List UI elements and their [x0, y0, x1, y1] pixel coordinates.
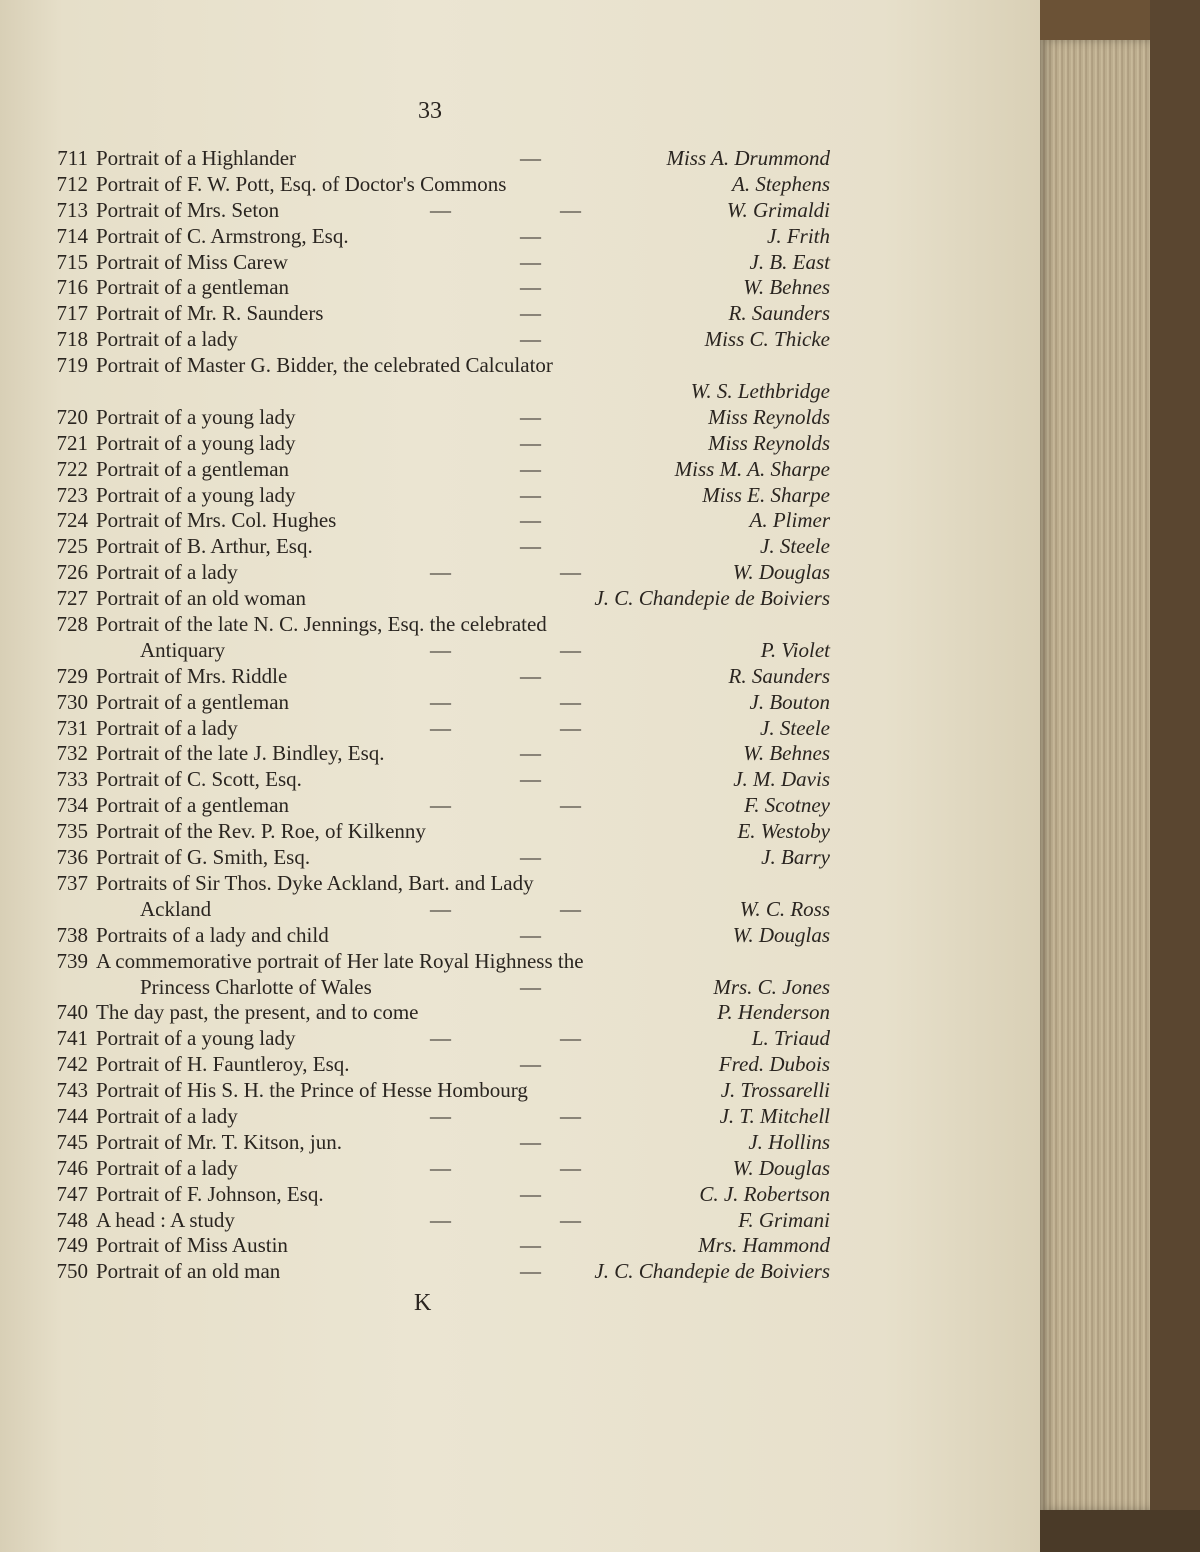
catalogue-entry [30, 1052, 830, 1078]
entry-dash: — [520, 922, 541, 947]
entry-dash: — [560, 1103, 581, 1128]
entry-number: 712 [56, 171, 88, 196]
entry-dash: — [430, 197, 451, 222]
entry-artist: Miss Reynolds [708, 404, 830, 429]
catalogue-entry [30, 1182, 830, 1208]
entry-title: Portrait of a lady [96, 715, 238, 740]
entry-number: 733 [56, 767, 88, 792]
entry-artist: W. Behnes [743, 741, 830, 766]
entry-dash: — [520, 430, 541, 455]
catalogue-entry [30, 638, 830, 664]
entry-number: 719 [56, 353, 88, 378]
catalogue-entry [30, 146, 830, 172]
entry-artist: R. Saunders [728, 663, 830, 688]
entry-title: Portrait of a young lady [96, 482, 296, 507]
entry-artist: J. Hollins [748, 1129, 830, 1154]
entry-number: 748 [56, 1207, 88, 1232]
entry-number: 726 [56, 560, 88, 585]
entry-title: Portrait of a gentleman [96, 456, 290, 481]
entry-title: Portrait of C. Armstrong, Esq. [96, 223, 349, 248]
entry-number: 730 [56, 689, 88, 714]
entry-dash: — [520, 249, 541, 274]
entry-number: 728 [56, 612, 88, 637]
entry-title: Portrait of a gentleman [96, 793, 290, 818]
entry-title: Portrait of F. W. Pott, Esq. of Doctor's Commons [96, 171, 507, 196]
catalogue-entry [30, 457, 830, 483]
entry-number: 713 [56, 197, 88, 222]
entry-dash: — [560, 793, 581, 818]
entry-title: Portrait of a young lady [96, 1026, 296, 1051]
entry-dash: — [430, 689, 451, 714]
entry-title: Portrait of a young lady [96, 404, 296, 429]
entry-artist: W. Behnes [743, 275, 830, 300]
entry-number: 727 [56, 586, 88, 611]
entry-dash: — [520, 741, 541, 766]
catalogue-entry [30, 716, 830, 742]
entry-number: 732 [56, 741, 88, 766]
catalogue-entries [30, 146, 830, 1285]
entry-dash: — [520, 767, 541, 792]
entry-title: The day past, the present, and to come [96, 1000, 419, 1025]
entry-number: 742 [56, 1052, 88, 1077]
entry-title: Portrait of the late J. Bindley, Esq. [96, 741, 385, 766]
catalogue-entry [30, 1130, 830, 1156]
entry-number: 729 [56, 663, 88, 688]
entry-artist: W. Grimaldi [726, 197, 830, 222]
entry-dash: — [430, 1155, 451, 1180]
entry-artist: Miss M. A. Sharpe [674, 456, 830, 481]
entry-dash: — [560, 689, 581, 714]
catalogue-entry [30, 664, 830, 690]
entry-dash: — [520, 663, 541, 688]
entry-artist: W. Douglas [732, 922, 830, 947]
catalogue-entry [30, 1233, 830, 1259]
entry-title: Portrait of the Rev. P. Roe, of Kilkenny [96, 819, 426, 844]
entry-title: Portrait of F. Johnson, Esq. [96, 1181, 324, 1206]
entry-number: 717 [56, 301, 88, 326]
entry-title: Portrait of a lady [96, 1103, 238, 1128]
entry-artist: W. Douglas [732, 560, 830, 585]
entry-title: Portrait of the late N. C. Jennings, Esq. the celebrated [96, 612, 547, 637]
entry-title: Portrait of Mrs. Seton [96, 197, 280, 222]
entry-title: Portrait of H. Fauntleroy, Esq. [96, 1052, 350, 1077]
entry-dash: — [520, 1233, 541, 1258]
catalogue-entry [30, 612, 830, 638]
catalogue-entry [30, 534, 830, 560]
catalogue-entry [30, 198, 830, 224]
catalogue-entry [30, 741, 830, 767]
entry-number: 722 [56, 456, 88, 481]
entry-title: Portrait of an old woman [96, 586, 306, 611]
entry-number: 714 [56, 223, 88, 248]
entry-artist: J. Steele [760, 715, 830, 740]
entry-title: Portrait of B. Arthur, Esq. [96, 534, 313, 559]
entry-artist: J. Trossarelli [720, 1078, 830, 1103]
catalogue-entry [30, 1208, 830, 1234]
entry-artist: Mrs. C. Jones [713, 974, 830, 999]
catalogue-entry [30, 224, 830, 250]
entry-number: 739 [56, 948, 88, 973]
entry-title: Portrait of a young lady [96, 430, 296, 455]
entry-artist: J. Bouton [749, 689, 830, 714]
entry-number: 725 [56, 534, 88, 559]
entry-artist: J. C. Chandepie de Boiviers [594, 1259, 830, 1284]
entry-dash: — [520, 1052, 541, 1077]
entry-artist: J. M. Davis [733, 767, 830, 792]
entry-artist: J. B. East [749, 249, 830, 274]
entry-artist: F. Grimani [738, 1207, 830, 1232]
page-edges [1040, 40, 1150, 1510]
entry-title: Portrait of Master G. Bidder, the celebrated Calculator [96, 353, 553, 378]
entry-dash: — [560, 637, 581, 662]
entry-dash: — [520, 223, 541, 248]
entry-number: 746 [56, 1155, 88, 1180]
entry-number: 750 [56, 1259, 88, 1284]
entry-artist: Miss E. Sharpe [702, 482, 830, 507]
entry-title: Portrait of a lady [96, 327, 238, 352]
entry-title: Portrait of C. Scott, Esq. [96, 767, 302, 792]
entry-number: 743 [56, 1078, 88, 1103]
catalogue-entry [30, 560, 830, 586]
catalogue-entry [30, 508, 830, 534]
entry-title: Portrait of a lady [96, 1155, 238, 1180]
entry-title: Princess Charlotte of Wales [140, 974, 372, 999]
catalogue-entry [30, 845, 830, 871]
entry-dash: — [560, 715, 581, 740]
entry-number: 736 [56, 845, 88, 870]
entry-artist: J. Steele [760, 534, 830, 559]
entry-number: 724 [56, 508, 88, 533]
entry-title: Portrait of Miss Austin [96, 1233, 288, 1258]
entry-artist: A. Stephens [732, 171, 830, 196]
entry-dash: — [560, 1155, 581, 1180]
entry-artist: Mrs. Hammond [698, 1233, 830, 1258]
entry-number: 741 [56, 1026, 88, 1051]
entry-number: 747 [56, 1181, 88, 1206]
entry-dash: — [520, 1181, 541, 1206]
entry-dash: — [520, 456, 541, 481]
catalogue-entry [30, 172, 830, 198]
entry-dash: — [430, 793, 451, 818]
entry-number: 738 [56, 922, 88, 947]
catalogue-entry [30, 1078, 830, 1104]
entry-artist: Fred. Dubois [718, 1052, 830, 1077]
page-number: 33 [418, 98, 442, 124]
catalogue-entry [30, 819, 830, 845]
entry-dash: — [560, 1207, 581, 1232]
entry-dash: — [520, 1129, 541, 1154]
entry-artist: Miss A. Drummond [666, 146, 830, 170]
entry-title: Portrait of Mrs. Riddle [96, 663, 288, 688]
entry-title: Portrait of His S. H. the Prince of Hesse Hombourg [96, 1078, 528, 1103]
entry-dash: — [520, 845, 541, 870]
catalogue-entry [30, 871, 830, 897]
catalogue-entry [30, 483, 830, 509]
entry-artist: A. Plimer [749, 508, 830, 533]
entry-number: 744 [56, 1103, 88, 1128]
entry-title: Portrait of Mr. R. Saunders [96, 301, 324, 326]
entry-dash: — [520, 275, 541, 300]
catalogue-entry [30, 250, 830, 276]
catalogue-entry [30, 897, 830, 923]
catalogue-entry [30, 327, 830, 353]
signature-mark: K [414, 1290, 432, 1316]
entry-artist: W. Douglas [732, 1155, 830, 1180]
entry-artist: P. Henderson [717, 1000, 830, 1025]
entry-artist: W. S. Lethbridge [690, 379, 830, 404]
entry-title: Portrait of a gentleman [96, 275, 290, 300]
entry-dash: — [520, 508, 541, 533]
entry-artist: W. C. Ross [739, 896, 830, 921]
catalogue-entry [30, 586, 830, 612]
catalogue-entry [30, 379, 830, 405]
entry-dash: — [430, 715, 451, 740]
entry-number: 740 [56, 1000, 88, 1025]
entry-title: Portrait of G. Smith, Esq. [96, 845, 311, 870]
entry-dash: — [430, 560, 451, 585]
entry-artist: E. Westoby [737, 819, 830, 844]
catalogue-entry [30, 353, 830, 379]
entry-artist: P. Violet [760, 637, 830, 662]
catalogue-entry [30, 793, 830, 819]
entry-dash: — [430, 1103, 451, 1128]
catalogue-entry [30, 301, 830, 327]
entry-dash: — [520, 404, 541, 429]
entry-title: Ackland [140, 896, 212, 921]
entry-dash: — [560, 896, 581, 921]
entry-number: 720 [56, 404, 88, 429]
entry-number: 716 [56, 275, 88, 300]
entry-title: Portrait of a Highlander [96, 146, 297, 170]
entry-artist: J. Barry [761, 845, 830, 870]
entry-number: 711 [57, 146, 88, 170]
entry-title: A commemorative portrait of Her late Royal Highness the [96, 948, 584, 973]
entry-artist: J. Frith [767, 223, 830, 248]
cover-bottom [1040, 1510, 1200, 1552]
entry-dash: — [430, 1026, 451, 1051]
entry-number: 745 [56, 1129, 88, 1154]
catalogue-entry [30, 1156, 830, 1182]
entry-artist: Miss Reynolds [708, 430, 830, 455]
entry-number: 723 [56, 482, 88, 507]
catalogue-entry [30, 767, 830, 793]
catalogue-entry [30, 923, 830, 949]
entry-number: 734 [56, 793, 88, 818]
entry-number: 721 [56, 430, 88, 455]
entry-number: 715 [56, 249, 88, 274]
entry-title: Portrait of a gentleman [96, 689, 290, 714]
catalogue-entry [30, 431, 830, 457]
catalogue-entry [30, 975, 830, 1001]
catalogue-entry [30, 405, 830, 431]
entry-number: 731 [56, 715, 88, 740]
entry-dash: — [520, 482, 541, 507]
entry-title: Portraits of Sir Thos. Dyke Ackland, Bart. and Lady [96, 870, 534, 895]
catalogue-entry [30, 275, 830, 301]
entry-title: Portrait of Miss Carew [96, 249, 288, 274]
entry-number: 749 [56, 1233, 88, 1258]
catalogue-entry [30, 949, 830, 975]
entry-artist: J. T. Mitchell [719, 1103, 830, 1128]
entry-dash: — [520, 146, 541, 170]
entry-dash: — [430, 637, 451, 662]
entry-number: 735 [56, 819, 88, 844]
entry-title: Portrait of a lady [96, 560, 238, 585]
entry-artist: J. C. Chandepie de Boiviers [594, 586, 830, 611]
entry-dash: — [560, 1026, 581, 1051]
catalogue-entry [30, 690, 830, 716]
entry-title: Antiquary [140, 637, 226, 662]
entry-dash: — [430, 1207, 451, 1232]
catalogue-entry [30, 1000, 830, 1026]
entry-dash: — [430, 896, 451, 921]
entry-dash: — [520, 534, 541, 559]
entry-dash: — [520, 974, 541, 999]
entry-dash: — [560, 560, 581, 585]
entry-title: Portrait of Mr. T. Kitson, jun. [96, 1129, 342, 1154]
catalogue-entry [30, 1259, 830, 1285]
entry-dash: — [520, 1259, 541, 1284]
entry-artist: R. Saunders [728, 301, 830, 326]
entry-dash: — [560, 197, 581, 222]
entry-dash: — [520, 327, 541, 352]
catalogue-entry [30, 1104, 830, 1130]
entry-artist: C. J. Robertson [699, 1181, 830, 1206]
entry-title: Portraits of a lady and child [96, 922, 329, 947]
entry-number: 718 [56, 327, 88, 352]
entry-artist: L. Triaud [751, 1026, 830, 1051]
entry-dash: — [520, 301, 541, 326]
book-cover [1150, 0, 1200, 1552]
entry-artist: F. Scotney [744, 793, 830, 818]
entry-artist: Miss C. Thicke [704, 327, 830, 352]
entry-title: Portrait of an old man [96, 1259, 281, 1284]
entry-number: 737 [56, 870, 88, 895]
entry-title: Portrait of Mrs. Col. Hughes [96, 508, 337, 533]
catalogue-entry [30, 1026, 830, 1052]
entry-title: A head : A study [96, 1207, 235, 1232]
